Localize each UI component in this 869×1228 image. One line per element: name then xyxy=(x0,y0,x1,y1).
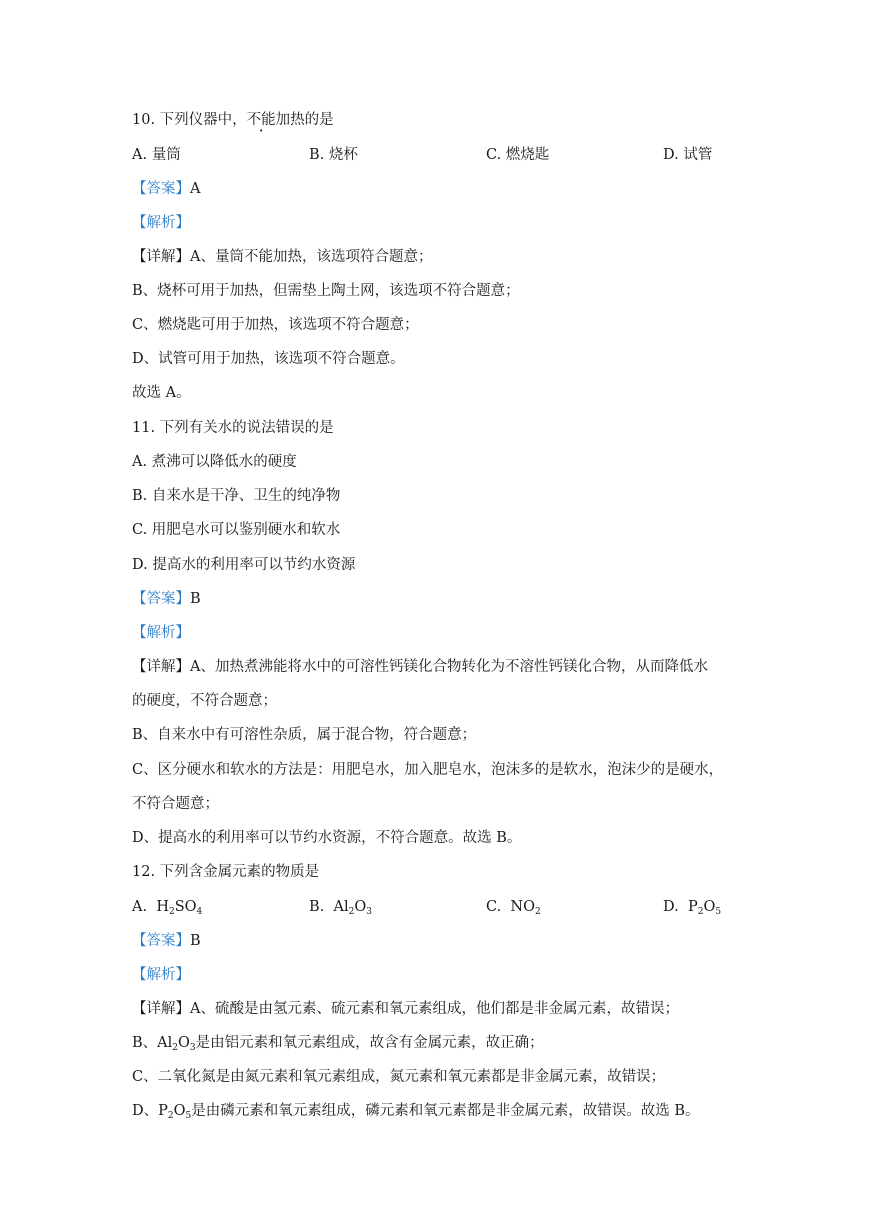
q12-answer: 【答案】B xyxy=(132,933,201,949)
q10-detail-1: 【详解】A、量筒不能加热，该选项符合题意； xyxy=(132,249,433,265)
detail-tag: 【详解】 xyxy=(132,249,190,265)
q10-answer: 【答案】A xyxy=(132,181,201,197)
q12-detail-4: D、$P_2O_5$是由磷元素和氧元素组成，磷元素和氧元素都是非金属元素，故错误。故选 B。 xyxy=(132,1103,700,1121)
q10-conclusion: 故选 A。 xyxy=(132,385,191,401)
q12-detail-1: 【详解】A、硫酸是由氢元素、硫元素和氧元素组成，他们都是非金属元素，故错误； xyxy=(132,1001,679,1017)
q12-analysis-tag: 【解析】 xyxy=(132,967,190,983)
q11-detail-2: 的硬度，不符合题意； xyxy=(132,693,277,709)
q11-option-d: D. 提高水的利用率可以节约水资源 xyxy=(132,557,356,573)
q12-option-a: A. $H_2SO_4$ xyxy=(132,899,203,917)
q11-detail-6: D、提高水的利用率可以节约水资源，不符合题意。故选 B。 xyxy=(132,830,522,846)
q10-detail-3: C、燃烧匙可用于加热，该选项不符合题意； xyxy=(132,317,419,333)
q12-option-b: B. $Al_2O_3$ xyxy=(309,899,372,917)
q10-stem-emphasis: 不能 xyxy=(246,112,276,128)
q11-detail-4: C、区分硬水和软水的方法是：用肥皂水，加入肥皂水，泡沫多的是软水，泡沫少的是硬水， xyxy=(132,762,724,778)
answer-tag: 【答案】 xyxy=(132,933,190,949)
q12-detail-2: B、$Al_2O_3$是由铝元素和氧元素组成，故含有金属元素，故正确； xyxy=(132,1035,544,1053)
q10-detail-4: D、试管可用于加热，该选项不符合题意。 xyxy=(132,351,405,367)
q11-option-a: A. 煮沸可以降低水的硬度 xyxy=(132,454,297,470)
answer-tag: 【答案】 xyxy=(132,591,190,607)
q11-option-c: C. 用肥皂水可以鉴别硬水和软水 xyxy=(132,522,341,538)
q10-option-d: D. 试管 xyxy=(663,147,713,163)
q10-option-a: A. 量筒 xyxy=(132,147,181,163)
q10-option-b: B. 烧杯 xyxy=(309,147,358,163)
q10-stem: 10. 下列仪器中，不能加热的是 xyxy=(132,112,334,128)
q11-detail-3: B、自来水中有可溶性杂质，属于混合物，符合题意； xyxy=(132,727,477,743)
detail-tag: 【详解】 xyxy=(132,1001,190,1017)
q10-analysis-tag: 【解析】 xyxy=(132,215,190,231)
q11-detail-5: 不符合题意； xyxy=(132,796,219,812)
q11-analysis-tag: 【解析】 xyxy=(132,625,190,641)
q12-option-d: D. $P_2O_5$ xyxy=(663,899,722,917)
q11-detail-1: 【详解】A、加热煮沸能将水中的可溶性钙镁化合物转化为不溶性钙镁化合物，从而降低水 xyxy=(132,659,708,675)
q12-option-c: C. $NO_2$ xyxy=(486,899,541,917)
detail-tag: 【详解】 xyxy=(132,659,190,675)
q12-stem: 12. 下列含金属元素的物质是 xyxy=(132,864,320,880)
q11-stem: 11. 下列有关水的说法错误的是 xyxy=(132,420,334,436)
answer-tag: 【答案】 xyxy=(132,181,190,197)
q10-detail-2: B、烧杯可用于加热，但需垫上陶土网，该选项不符合题意； xyxy=(132,283,520,299)
q11-answer: 【答案】B xyxy=(132,591,201,607)
q12-detail-3: C、二氧化氮是由氮元素和氧元素组成，氮元素和氧元素都是非金属元素，故错误； xyxy=(132,1069,666,1085)
q11-option-b: B. 自来水是干净、卫生的纯净物 xyxy=(132,488,341,504)
q10-option-c: C. 燃烧匙 xyxy=(486,147,550,163)
